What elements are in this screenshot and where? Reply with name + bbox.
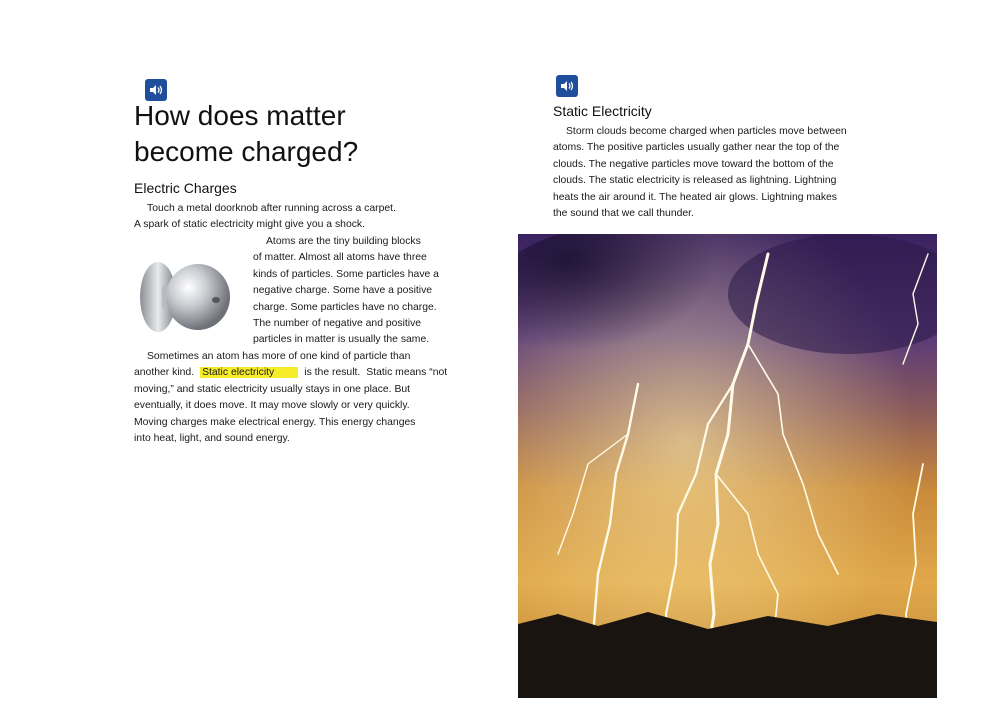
- speaker-icon: [148, 83, 164, 97]
- section-heading-electric-charges: Electric Charges: [134, 180, 237, 196]
- storm-line: clouds. The negative particles move toward the bottom of the: [553, 158, 834, 170]
- doorknob-image: [136, 260, 236, 334]
- intro-paragraph: [134, 201, 396, 234]
- storm-line: Storm clouds become charged when particles move between: [566, 126, 847, 137]
- storm-line: atoms. The positive particles usually gather near the top of the: [553, 142, 840, 154]
- static-line: moving,” and static electricity usually stays in one place. But: [134, 383, 411, 395]
- static-line: Sometimes an atom has more of one kind of particle than: [147, 351, 411, 362]
- static-line: Moving charges make electrical energy. This energy changes: [134, 416, 416, 428]
- atoms-line: particles in matter is usually the same.: [253, 334, 430, 346]
- atoms-paragraph: [253, 234, 439, 349]
- lightning-photo: [518, 234, 937, 698]
- page-title: [134, 98, 464, 170]
- speaker-icon: [559, 79, 575, 93]
- static-line-2: [134, 365, 447, 381]
- atoms-line: The number of negative and positive: [253, 318, 422, 330]
- section-heading-static-electricity: Static Electricity: [553, 103, 652, 119]
- title-line-1: How does matter: [134, 100, 346, 131]
- static-line-pre: another kind.: [134, 367, 195, 379]
- atoms-line: negative charge. Some have a positive: [253, 285, 433, 297]
- intro-line: A spark of static electricity might give you a shock.: [134, 219, 365, 231]
- atoms-line: of matter. Almost all atoms have three: [253, 252, 427, 264]
- storm-line: the sound that we call thunder.: [553, 208, 694, 220]
- storm-line: clouds. The static electricity is released as lightning. Lightning: [553, 175, 837, 187]
- static-line-mid: is the result.: [304, 367, 361, 379]
- storm-paragraph: [553, 124, 847, 222]
- audio-button-right[interactable]: [556, 75, 578, 97]
- intro-line: Touch a metal doorknob after running across a carpet.: [147, 203, 396, 214]
- atoms-line: Atoms are the tiny building blocks: [266, 236, 421, 247]
- static-line: into heat, light, and sound energy.: [134, 433, 290, 445]
- title-line-2: become charged?: [134, 136, 359, 167]
- static-line: eventually, it does move. It may move slowly or very quickly.: [134, 400, 410, 412]
- static-paragraph: [134, 349, 447, 447]
- atoms-line: charge. Some particles have no charge.: [253, 301, 437, 313]
- static-line-post: Static means “not: [366, 367, 448, 379]
- atoms-line: kinds of particles. Some particles have a: [253, 268, 439, 280]
- highlighted-term-static-electricity[interactable]: Static electricity: [200, 367, 298, 378]
- storm-line: heats the air around it. The heated air glows. Lightning makes: [553, 191, 837, 203]
